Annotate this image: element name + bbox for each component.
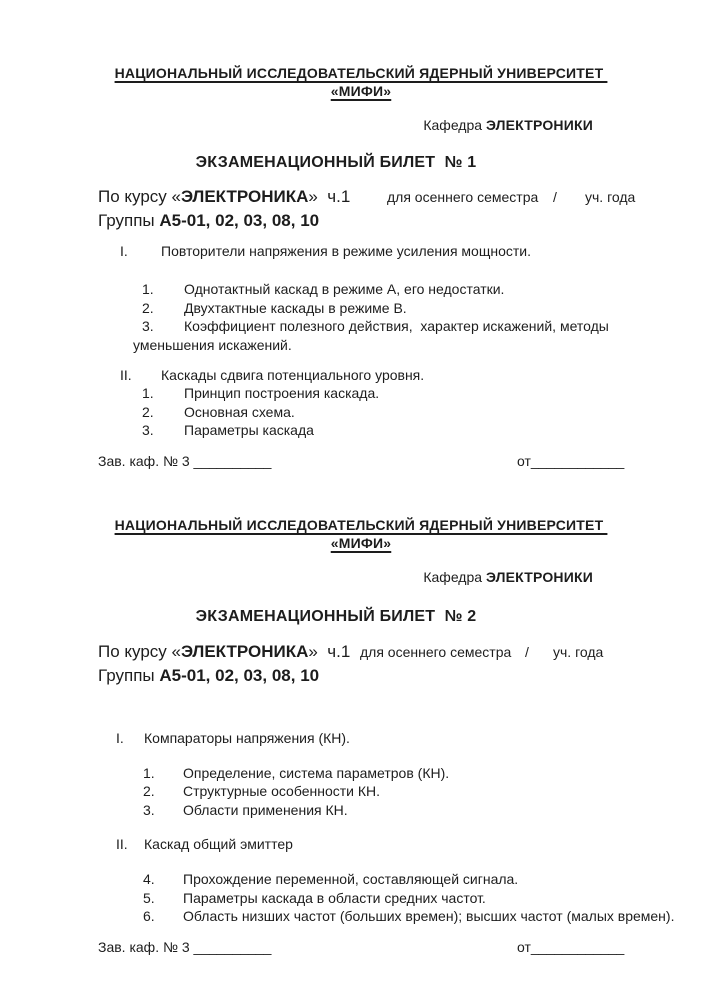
university-header: НАЦИОНАЛЬНЫЙ ИССЛЕДОВАТЕЛЬСКИЙ ЯДЕРНЫЙ УНИВЕРСИТЕТ «МИФИ»: [114, 65, 608, 99]
list-item: [98, 317, 645, 354]
section-title: Каскад общий эмиттер: [144, 836, 293, 852]
item-text: Области применения КН.: [183, 801, 348, 818]
semester-label: для осеннего семестра: [387, 189, 539, 205]
item-number: 4.: [143, 871, 155, 887]
item-text: Область низших частот (больших времен); высших частот (малых времен).: [183, 908, 675, 924]
signature-line: Зав. каф. № 3 __________: [98, 938, 272, 955]
department-label: Кафедра: [423, 568, 483, 585]
academic-year-label: уч. года: [553, 643, 604, 660]
academic-year-label: уч. года: [585, 189, 636, 205]
signature-line: Зав. каф. № 3 __________: [98, 452, 272, 469]
item-number: 3.: [143, 801, 155, 818]
list-item: [98, 889, 645, 908]
year-slash: /: [525, 643, 529, 660]
ticket-footer: [98, 938, 645, 956]
item-text: Определение, система параметров (КН).: [183, 764, 450, 781]
section-title: Повторители напряжения в режиме усиления мощности.: [161, 243, 532, 259]
course-line: [98, 185, 645, 209]
section-items: [98, 764, 645, 820]
section-heading: [98, 242, 645, 260]
item-text: Принцип построения каскада.: [184, 385, 380, 401]
course-prefix: По курсу «: [98, 641, 181, 661]
item-text: Двухтактные каскады в режиме В.: [184, 299, 407, 316]
item-number: 6.: [143, 908, 155, 924]
course-suffix: » ч.1: [308, 641, 351, 661]
department-line: [98, 568, 645, 586]
list-item: [98, 403, 645, 422]
ticket-footer: [98, 452, 645, 470]
groups-value: А5-01, 02, 03, 08, 10: [159, 211, 320, 230]
section-heading: [98, 366, 645, 384]
section-items: [98, 280, 645, 354]
item-number: 2.: [142, 403, 154, 420]
list-item: [98, 782, 645, 801]
section-heading: [98, 835, 645, 853]
section-items: [98, 384, 645, 440]
item-text: Однотактный каскад в режиме А, его недостатки.: [184, 281, 505, 297]
exam-ticket-1: [98, 64, 645, 470]
item-text: Основная схема.: [184, 403, 295, 420]
section-numeral: II.: [120, 367, 132, 383]
list-item: [98, 907, 675, 926]
list-item: [98, 421, 645, 440]
item-text: Структурные особенности КН.: [183, 783, 381, 799]
groups-label: Группы: [98, 665, 160, 685]
groups-value: А5-01, 02, 03, 08, 10: [159, 665, 320, 685]
ticket-title: ЭКЗАМЕНАЦИОННЫЙ БИЛЕТ № 2: [195, 607, 477, 625]
item-number: 1.: [142, 281, 154, 297]
department-label: Кафедра: [423, 117, 483, 133]
item-number: 2.: [143, 783, 155, 799]
section-title: Компараторы напряжения (КН).: [144, 729, 350, 746]
department-name: ЭЛЕКТРОНИКИ: [485, 117, 593, 133]
course-name: ЭЛЕКТРОНИКА: [180, 641, 309, 661]
course-suffix: » ч.1: [308, 187, 351, 206]
item-text: Параметры каскада в области средних частот.: [183, 889, 486, 906]
list-item: [98, 280, 645, 299]
course-prefix: По курсу «: [98, 187, 181, 206]
item-text: Параметры каскада: [184, 422, 314, 438]
groups-line: [98, 664, 645, 688]
university-header: НАЦИОНАЛЬНЫЙ ИССЛЕДОВАТЕЛЬСКИЙ ЯДЕРНЫЙ УНИВЕРСИТЕТ «МИФИ»: [114, 516, 608, 551]
section-title: Каскады сдвига потенциального уровня.: [161, 367, 425, 383]
department-line: [98, 116, 645, 134]
groups-label: Группы: [98, 211, 160, 230]
item-number: 3.: [142, 318, 154, 334]
item-number: 1.: [142, 385, 154, 401]
item-number: 1.: [143, 764, 155, 781]
list-item: [98, 764, 645, 783]
item-text: Прохождение переменной, составляющей сигнала.: [183, 871, 519, 887]
list-item: [98, 299, 645, 318]
groups-line: [98, 209, 645, 233]
year-slash: /: [553, 189, 557, 205]
section-items: [98, 870, 675, 926]
section-numeral: II.: [116, 836, 128, 852]
list-item: [98, 870, 645, 889]
date-line: от____________: [517, 938, 625, 955]
page-content: [98, 64, 675, 956]
list-item: [98, 384, 645, 403]
item-number: 3.: [142, 422, 154, 438]
item-number: 2.: [142, 299, 154, 316]
course-name: ЭЛЕКТРОНИКА: [180, 187, 309, 206]
item-text: Коэффициент полезного действия, характер искажений, методы уменьшения искажений.: [133, 318, 613, 353]
department-name: ЭЛЕКТРОНИКИ: [485, 568, 593, 585]
list-item: [98, 801, 645, 820]
exam-ticket-2: [98, 516, 675, 956]
semester-label: для осеннего семестра: [360, 643, 512, 660]
section-heading: [98, 729, 645, 747]
item-number: 5.: [143, 889, 155, 906]
date-line: от____________: [517, 452, 625, 469]
ticket-title: ЭКЗАМЕНАЦИОННЫЙ БИЛЕТ № 1: [195, 154, 477, 171]
course-line: [98, 640, 645, 664]
section-numeral: I.: [116, 729, 124, 746]
section-numeral: I.: [120, 243, 128, 259]
